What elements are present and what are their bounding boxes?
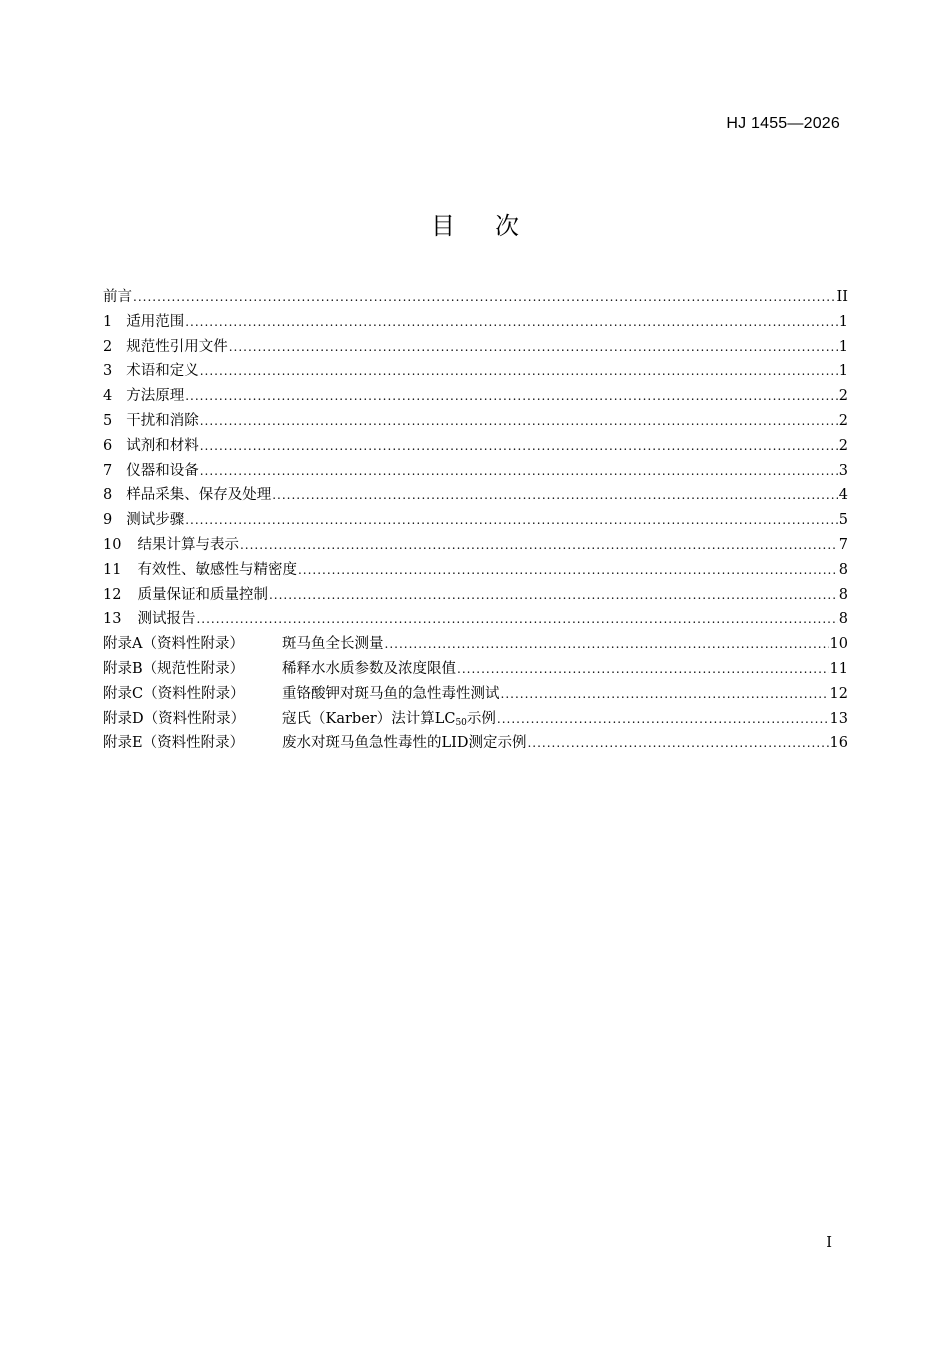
- dot-leader: [298, 558, 838, 583]
- toc-section-number: 8: [103, 487, 113, 504]
- toc-entry-label: 前言: [103, 289, 132, 305]
- toc-section-number: 5: [103, 412, 113, 429]
- toc-page-number: 12: [829, 685, 848, 702]
- toc-page-number: 2: [838, 412, 848, 429]
- toc-appendix-entry[interactable]: [103, 682, 848, 707]
- dot-leader: [272, 483, 838, 508]
- toc-page-number: II: [836, 289, 848, 305]
- toc-section-number: 7: [103, 462, 113, 479]
- appendix-prefix: 附录B（规范性附录）: [103, 660, 245, 677]
- dot-leader: [497, 707, 829, 732]
- toc-section-number: 9: [103, 512, 113, 529]
- toc-entry[interactable]: [103, 558, 848, 583]
- toc-entry-label: 术语和定义: [126, 363, 199, 380]
- toc-entry-label: 测试步骤: [126, 512, 185, 529]
- toc-entry[interactable]: [103, 483, 848, 508]
- toc-entry-label: 稀释水水质参数及浓度限值: [282, 660, 456, 677]
- dot-leader: [240, 533, 838, 558]
- dot-leader: [200, 459, 838, 484]
- toc-entry[interactable]: [103, 533, 848, 558]
- dot-leader: [527, 731, 828, 756]
- dot-leader: [200, 409, 838, 434]
- toc-entry[interactable]: [103, 434, 848, 459]
- toc-page-number: 8: [838, 611, 848, 628]
- dot-leader: [185, 384, 838, 409]
- toc-entry-label: 仪器和设备: [126, 462, 199, 479]
- toc-page-number: 2: [838, 437, 848, 454]
- toc-entry[interactable]: [103, 359, 848, 384]
- dot-leader: [269, 583, 838, 608]
- toc-page-number: 1: [838, 338, 848, 355]
- toc-entry-label: 斑马鱼全长测量: [282, 636, 384, 653]
- toc-entry-label: 测试报告: [137, 611, 196, 628]
- dot-leader: [185, 310, 838, 335]
- toc-page-number: 4: [838, 487, 848, 504]
- dot-leader: [229, 335, 838, 360]
- appendix-prefix: 附录E（资料性附录）: [103, 735, 245, 752]
- toc-entry[interactable]: [103, 583, 848, 608]
- dot-leader: [133, 285, 836, 310]
- toc-section-number: 12: [103, 586, 122, 603]
- toc-page-number: 8: [838, 561, 848, 578]
- dot-leader: [385, 632, 829, 657]
- toc-page-number: 5: [838, 512, 848, 529]
- toc-section-number: 2: [103, 338, 113, 355]
- appendix-prefix: 附录D（资料性附录）: [103, 710, 246, 727]
- subscript: 50: [455, 717, 467, 728]
- toc-page-number: 2: [838, 388, 848, 405]
- toc-appendix-entry[interactable]: [103, 632, 848, 657]
- toc-entry[interactable]: [103, 384, 848, 409]
- toc-entry-preface[interactable]: [103, 285, 848, 310]
- toc-page-number: 16: [829, 735, 848, 752]
- toc-page-number: 7: [838, 536, 848, 553]
- dot-leader: [200, 434, 838, 459]
- appendix-prefix: 附录A（资料性附录）: [103, 636, 244, 653]
- toc-section-number: 10: [103, 536, 122, 553]
- toc-page-number: 10: [829, 636, 848, 653]
- page-number: I: [826, 1235, 832, 1251]
- label-text: 示例: [466, 710, 496, 727]
- toc-section-number: 1: [103, 313, 113, 330]
- toc-section-number: 3: [103, 363, 113, 380]
- dot-leader: [457, 657, 829, 682]
- toc-entry-label: 结果计算与表示: [137, 536, 239, 553]
- dot-leader: [196, 607, 837, 632]
- toc-page-number: 13: [829, 710, 848, 727]
- toc-entry-label: 废水对斑马鱼急性毒性的LID测定示例: [282, 735, 527, 752]
- toc-entry-label: 干扰和消除: [126, 412, 199, 429]
- toc-section-number: 11: [103, 561, 122, 578]
- toc-section-number: 6: [103, 437, 113, 454]
- standard-code: HJ 1455—2026: [726, 115, 840, 132]
- toc-section-number: 4: [103, 388, 113, 405]
- toc-page-number: 8: [838, 586, 848, 603]
- table-of-contents: [103, 285, 848, 756]
- toc-entry-label: 有效性、敏感性与精密度: [137, 561, 297, 578]
- toc-page-number: 3: [838, 462, 848, 479]
- dot-leader: [501, 682, 829, 707]
- toc-page-number: 1: [838, 363, 848, 380]
- toc-entry-label: 方法原理: [126, 388, 185, 405]
- toc-entry[interactable]: [103, 335, 848, 360]
- dot-leader: [200, 359, 838, 384]
- toc-entry[interactable]: [103, 607, 848, 632]
- toc-appendix-entry[interactable]: [103, 657, 848, 682]
- appendix-prefix: 附录C（资料性附录）: [103, 685, 245, 702]
- toc-entry-label: 适用范围: [126, 313, 185, 330]
- toc-entry-label: 规范性引用文件: [126, 338, 228, 355]
- page-title: 目次: [431, 212, 559, 240]
- toc-entry-label: 重铬酸钾对斑马鱼的急性毒性测试: [282, 685, 500, 702]
- label-text: 寇氏（Karber）法计算LC: [282, 710, 456, 727]
- toc-entry[interactable]: [103, 459, 848, 484]
- toc-appendix-entry[interactable]: [103, 707, 848, 732]
- toc-page-number: 11: [829, 660, 848, 677]
- toc-entry[interactable]: [103, 310, 848, 335]
- toc-appendix-entry[interactable]: [103, 731, 848, 756]
- toc-section-number: 13: [103, 611, 122, 628]
- toc-entry[interactable]: [103, 409, 848, 434]
- dot-leader: [185, 508, 838, 533]
- toc-entry-label: 样品采集、保存及处理: [126, 487, 272, 504]
- toc-entry-label: 试剂和材料: [126, 437, 199, 454]
- toc-page-number: 1: [838, 313, 848, 330]
- toc-entry[interactable]: [103, 508, 848, 533]
- toc-entry-label: 质量保证和质量控制: [137, 586, 268, 603]
